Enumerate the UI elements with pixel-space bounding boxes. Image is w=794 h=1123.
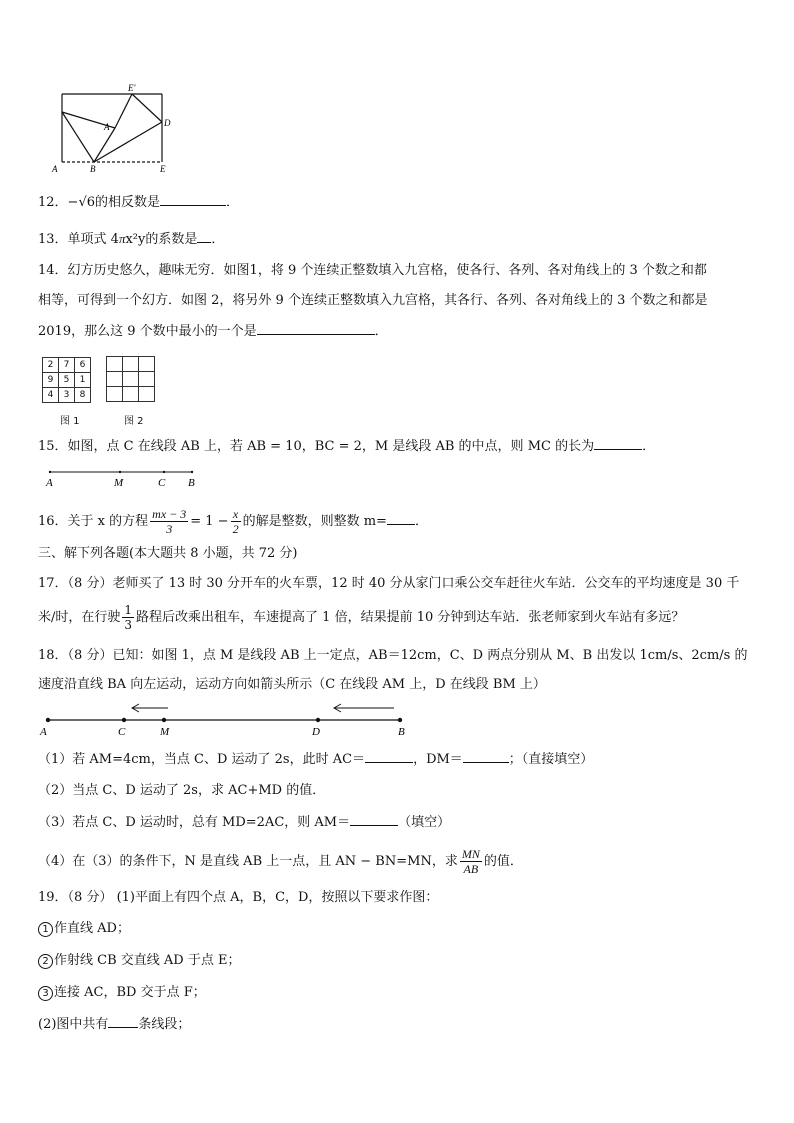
q16-mid: = 1 − — [190, 514, 229, 529]
step-2-marker: 2 — [38, 954, 53, 969]
q18-p3b: （填空） — [398, 815, 451, 830]
magic-cell: 9 — [43, 373, 59, 388]
seg-a-e — [115, 94, 132, 128]
q19-count-blank[interactable] — [108, 1015, 138, 1028]
q19-s4b: 条线段； — [138, 1017, 191, 1032]
magic-cell: 8 — [75, 388, 91, 403]
question-19-line1 — [38, 889, 438, 907]
empty-cell[interactable] — [139, 372, 155, 387]
q18-ac-blank[interactable] — [365, 750, 413, 763]
q16-end: ． — [414, 514, 428, 529]
q14-line3: 2019，那么这 9 个数中最小的一个是 — [38, 324, 257, 339]
q13-answer-blank[interactable] — [197, 230, 211, 243]
point-m — [162, 718, 166, 722]
q16-denominator-1: 3 — [166, 522, 173, 536]
q12-number: 12． — [38, 195, 68, 210]
q16-answer-blank[interactable] — [387, 512, 415, 525]
figure-1-caption: 图 1 — [60, 416, 80, 427]
empty-cell[interactable] — [107, 372, 123, 387]
q17-line2b: 路程后改乘出租车，车速提高了 1 倍，结果提前 10 分钟到达车站．张老师家到火车站有多远？ — [136, 610, 685, 625]
label-d: D — [312, 726, 320, 738]
q15-text: 如图，点 C 在线段 AB 上，若 AB = 10，BC = 2，M 是线段 AB 的中点，则 MC 的长为 — [67, 439, 595, 454]
q16-number: 16． — [38, 514, 68, 529]
question-14-line2 — [38, 292, 707, 310]
section-3-heading — [38, 545, 298, 563]
label-c: C — [118, 726, 126, 738]
empty-cell[interactable] — [123, 357, 139, 372]
q17-numerator: 1 — [124, 603, 133, 617]
point-a — [46, 718, 50, 722]
point-c — [122, 718, 126, 722]
seg-e-d — [132, 94, 162, 122]
q13-pre: 单项式 4 — [67, 232, 119, 247]
label-a: A — [46, 477, 53, 489]
q18-p1a: （1）若 AM=4cm，当点 C、D 运动了 2s，此时 AC＝ — [38, 752, 366, 767]
q18-p3a: （3）若点 C、D 运动时，总有 MD=2AC，则 AM＝ — [38, 815, 351, 830]
label-a: A — [40, 726, 47, 738]
label-a: A — [52, 164, 58, 174]
q13-pi: π — [118, 231, 126, 246]
q18-p1b: ，DM＝ — [413, 752, 463, 767]
empty-cell[interactable] — [123, 372, 139, 387]
figure-2-caption: 图 2 — [124, 416, 144, 427]
q18-line1: 18．（8 分）已知：如图 1，点 M 是线段 AB 上一定点，AB＝12cm，C、D 两点分别从 M、B 出发以 1cm/s、2cm/s 的 — [38, 648, 748, 663]
label-d: D — [164, 118, 171, 128]
q16-fraction-2 — [231, 507, 241, 536]
q17-line2a: 米/时，在行驶 — [38, 610, 121, 625]
empty-cell[interactable] — [107, 387, 123, 402]
question-17-line2 — [38, 603, 684, 632]
magic-cell: 7 — [59, 358, 75, 373]
q13-number: 13． — [38, 232, 68, 247]
q14-number: 14． — [38, 263, 68, 278]
question-14-line1 — [38, 262, 707, 280]
question-19-step1 — [38, 920, 130, 938]
q13-mono: x²y — [125, 232, 146, 247]
step-1-marker: 1 — [38, 922, 53, 937]
q14-end: ． — [374, 324, 388, 339]
magic-cell: 6 — [75, 358, 91, 373]
q17-line1: 17．（8 分）老师买了 13 时 30 分开车的火车票，12 时 40 分从家门口乘公交车赶往火车站．公交车的平均速度是 30 千 — [38, 576, 740, 591]
seg-a-b — [94, 128, 115, 162]
label-e-prime: E' — [128, 84, 136, 93]
magic-square-figure-1 — [42, 357, 91, 403]
label-c: C — [158, 477, 166, 489]
question-19-part2 — [38, 1015, 190, 1034]
q18-line2: 速度沿直线 BA 向左运动，运动方向如箭头所示（C 在线段 AM 上，D 在线段 BM 上） — [38, 677, 546, 692]
section-3-title: 三、解下列各题(本大题共 8 小题，共 72 分) — [38, 546, 298, 561]
q12-end: ． — [226, 195, 240, 210]
empty-cell[interactable] — [107, 357, 123, 372]
q18-fraction — [460, 847, 482, 876]
question-18-line2 — [38, 676, 546, 694]
q19-s3: 连接 AC，BD 交于点 F； — [54, 985, 206, 1000]
q17-fraction — [122, 603, 134, 632]
q19-s2: 作射线 CB 交直线 AD 于点 E； — [54, 953, 241, 968]
q18-dm-blank[interactable] — [463, 750, 509, 763]
q15-segment-figure — [40, 464, 210, 490]
question-12 — [38, 193, 239, 212]
q12-radical: −√6 — [67, 195, 95, 210]
empty-cell[interactable] — [139, 357, 155, 372]
label-m: M — [160, 726, 170, 738]
q16-numerator-2: x — [231, 507, 241, 522]
q15-answer-blank[interactable] — [594, 437, 642, 450]
q18-p1c: ；（直接填空） — [508, 752, 594, 767]
q18-motion-figure — [38, 698, 418, 738]
label-b: B — [188, 477, 195, 489]
magic-square-table-1 — [42, 357, 91, 403]
question-18-part4 — [38, 847, 523, 876]
q14-answer-blank[interactable] — [257, 322, 375, 335]
q16-pre: 关于 x 的方程 — [67, 514, 149, 529]
question-18-line1 — [38, 647, 747, 665]
question-19-step2 — [38, 952, 240, 970]
q14-line1: 幻方历史悠久，趣味无穷．如图1，将 9 个连续正整数填入九宫格，使各行、各列、各对角线上的 3 个数之和都 — [67, 263, 707, 278]
q18-am-blank[interactable] — [350, 813, 398, 826]
q13-end: ． — [211, 232, 225, 247]
q18-p4b: 的值． — [483, 854, 523, 869]
q14-line2: 相等，可得到一个幻方．如图 2，将另外 9 个连续正整数填入九宫格，其各行、各列、各对角线上的 3 个数之和都是 — [38, 293, 708, 308]
q15-number: 15． — [38, 439, 68, 454]
question-16 — [38, 507, 428, 536]
q12-text: 的相反数是 — [95, 195, 161, 210]
q16-numerator-1: mx − 3 — [152, 507, 187, 521]
point-m — [119, 471, 121, 473]
q19-s1: 作直线 AD； — [54, 921, 130, 936]
seg-left-b — [62, 112, 94, 162]
question-18-part3 — [38, 813, 450, 832]
step-3-marker: 3 — [38, 986, 53, 1001]
q19-line1: 19．（8 分） (1)平面上有四个点 A，B，C，D，按照以下要求作图： — [38, 890, 439, 905]
magic-cell: 2 — [43, 358, 59, 373]
q12-answer-blank[interactable] — [160, 193, 226, 206]
empty-cell[interactable] — [139, 387, 155, 402]
magic-cell: 4 — [43, 388, 59, 403]
label-m: M — [114, 477, 124, 489]
q17-denominator: 3 — [124, 618, 133, 632]
q15-end: ． — [642, 439, 656, 454]
q18-p2: （2）当点 C、D 运动了 2s，求 AC+MD 的值． — [38, 783, 326, 798]
question-17-line1 — [38, 575, 739, 593]
point-b — [398, 718, 402, 722]
magic-cell: 5 — [59, 373, 75, 388]
question-15 — [38, 437, 655, 456]
q18-numerator: MN — [461, 847, 480, 861]
question-13 — [38, 230, 224, 249]
point-d — [316, 718, 320, 722]
label-b: B — [398, 726, 405, 738]
magic-cell: 1 — [75, 373, 91, 388]
q19-s4a: (2)图中共有 — [38, 1017, 109, 1032]
q16-post: 的解是整数，则整数 m= — [242, 514, 387, 529]
magic-square-figure-2 — [106, 356, 155, 402]
q18-p4a: （4）在（3）的条件下，N 是直线 AB 上一点，且 AN − BN=MN，求 — [38, 854, 458, 869]
point-b — [191, 471, 193, 473]
question-18-part1 — [38, 750, 593, 769]
label-a-inner: A — [104, 122, 110, 132]
point-a — [49, 471, 51, 473]
question-19-step3 — [38, 984, 206, 1002]
question-14-line3 — [38, 322, 388, 341]
label-e: E — [160, 164, 166, 174]
question-18-part2 — [38, 782, 325, 800]
q16-fraction-1 — [150, 507, 188, 536]
empty-cell[interactable] — [123, 387, 139, 402]
magic-cell: 3 — [59, 388, 75, 403]
q13-text: 的系数是 — [145, 232, 198, 247]
folding-rectangle-figure — [48, 84, 178, 176]
magic-square-table-2 — [106, 356, 155, 402]
point-c — [163, 471, 165, 473]
q18-denominator: AB — [463, 862, 479, 876]
label-b: B — [90, 164, 96, 174]
q16-denominator-2: 2 — [232, 522, 239, 536]
